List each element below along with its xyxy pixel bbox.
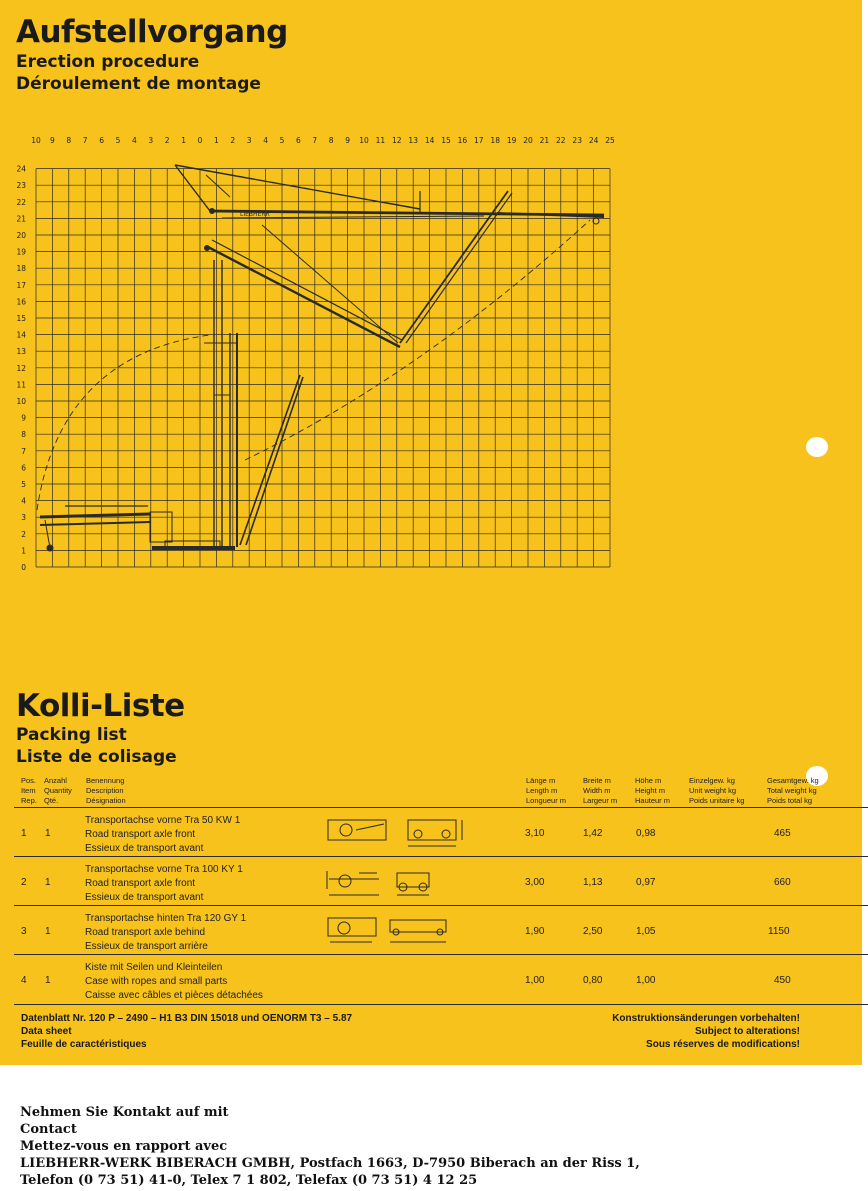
y-tick-label: 13	[16, 347, 26, 357]
y-tick-label: 4	[21, 496, 26, 506]
cell-height: 0,97	[636, 877, 656, 888]
x-tick-label: 18	[490, 136, 500, 145]
x-tick-label: 1	[181, 136, 186, 145]
cell-total-weight: 660	[774, 877, 791, 888]
x-tick-label: 13	[408, 136, 418, 145]
x-tick-label: 19	[506, 136, 517, 145]
x-tick-label: 2	[164, 136, 170, 145]
x-tick-label: 0	[197, 136, 203, 145]
datasheet-note: Datenblatt Nr. 120 P – 2490 – H1 B3 DIN 15018 und OENORM T3 – 5.87 Data sheet Feuille de caractéristiques	[21, 1013, 353, 1050]
x-tick-label: 23	[572, 136, 582, 145]
x-tick-label: 10	[31, 136, 41, 145]
cell-height: 0,98	[636, 828, 656, 839]
header-unit-weight: Einzelgew. kg Unit weight kg Poids unitaire kg	[689, 776, 745, 805]
x-tick-label: 16	[457, 136, 468, 145]
jib-label: LIEBHERR	[240, 211, 270, 218]
table-row	[14, 954, 868, 1005]
title-erection-de: Aufstellvorgang	[16, 14, 288, 50]
y-tick-label: 10	[16, 397, 26, 406]
cell-total-weight: 465	[774, 828, 791, 839]
y-tick-label: 9	[21, 413, 26, 423]
x-tick-label: 1	[214, 136, 219, 145]
axle-front-drawing	[326, 816, 476, 852]
x-tick-label: 8	[328, 136, 334, 145]
y-tick-label: 16	[16, 297, 26, 307]
cell-qty: 1	[45, 877, 51, 888]
y-tick-label: 11	[16, 380, 26, 390]
cell-width: 0,80	[583, 975, 603, 986]
x-tick-label: 4	[132, 136, 137, 145]
cell-length: 1,90	[525, 926, 545, 937]
y-tick-label: 14	[16, 330, 26, 340]
y-tick-label: 8	[21, 430, 26, 440]
y-tick-label: 0	[21, 563, 26, 572]
x-tick-label: 5	[115, 136, 121, 145]
header-length: Länge m Length m Longueur m	[526, 776, 567, 805]
cell-width: 1,42	[583, 828, 603, 839]
cell-height: 1,05	[636, 926, 656, 937]
cell-width: 2,50	[583, 926, 603, 937]
cell-qty: 1	[45, 828, 51, 839]
x-tick-label: 17	[474, 136, 484, 145]
cell-qty: 1	[45, 926, 51, 937]
x-tick-label: 24	[588, 136, 599, 145]
y-tick-label: 23	[16, 181, 26, 191]
y-tick-label: 3	[21, 513, 26, 523]
crane-drawing	[37, 165, 604, 551]
header-qty: Anzahl Quantity Qté.	[44, 776, 72, 805]
y-tick-label: 2	[21, 529, 26, 539]
table-row	[14, 807, 868, 857]
x-tick-label: 9	[50, 136, 55, 145]
cell-qty: 1	[45, 975, 51, 986]
cell-pos: 4	[21, 975, 27, 986]
y-tick-label: 5	[21, 480, 26, 489]
axle-front-large-drawing	[319, 863, 439, 901]
y-tick-label: 1	[21, 546, 26, 556]
x-tick-label: 4	[263, 136, 268, 145]
x-tick-label: 9	[345, 136, 350, 145]
y-tick-label: 24	[16, 164, 26, 174]
axle-rear-drawing	[326, 914, 456, 950]
cell-description: Kiste mit Seilen und Kleinteilen Case with ropes and small parts Caisse avec câbles et pièces détachées	[85, 962, 263, 1001]
contact-line: Nehmen Sie Kontakt auf mit	[20, 1105, 229, 1120]
x-tick-label: 14	[424, 136, 435, 145]
contact-line: LIEBHERR-WERK BIBERACH GMBH, Postfach 1663, D-7950 Biberach an der Riss 1,	[20, 1156, 640, 1171]
header-height: Höhe m Height m Hauteur m	[635, 776, 671, 805]
header-total-weight: Gesamtgew. kg Total weight kg Poids total kg	[767, 776, 819, 805]
cell-length: 1,00	[525, 975, 545, 986]
x-tick-label: 7	[312, 136, 318, 145]
cell-description: Transportachse vorne Tra 100 KY 1 Road transport axle front Essieux de transport avant	[85, 864, 243, 903]
y-tick-label: 21	[16, 214, 26, 224]
header-width: Breite m Width m Largeur m	[583, 776, 618, 805]
cell-description: Transportachse hinten Tra 120 GY 1 Road transport axle behind Essieux de transport arrière	[85, 913, 247, 952]
cell-pos: 1	[21, 828, 27, 839]
x-tick-label: 2	[230, 136, 236, 145]
cell-length: 3,00	[525, 877, 545, 888]
x-tick-label: 20	[523, 136, 533, 145]
header-pos: Pos. Item Rep.	[21, 776, 37, 805]
x-tick-label: 12	[392, 136, 402, 145]
x-tick-label: 5	[279, 136, 285, 145]
contact-line: Contact	[20, 1122, 77, 1137]
erection-grid	[0, 125, 640, 575]
cell-length: 3,10	[525, 828, 545, 839]
y-tick-label: 19	[16, 247, 26, 257]
x-tick-label: 6	[296, 136, 301, 145]
y-tick-label: 12	[16, 363, 26, 373]
x-tick-label: 10	[359, 136, 369, 145]
x-tick-label: 7	[82, 136, 88, 145]
cell-pos: 3	[21, 926, 27, 937]
cell-total-weight: 450	[774, 975, 791, 986]
table-row	[14, 856, 868, 906]
x-tick-label: 21	[539, 136, 550, 145]
x-tick-label: 3	[148, 136, 154, 145]
erection-diagram	[0, 125, 640, 579]
x-tick-label: 22	[556, 136, 566, 145]
title-erection-fr: Déroulement de montage	[16, 74, 261, 94]
cell-height: 1,00	[636, 975, 656, 986]
x-tick-label: 6	[99, 136, 104, 145]
x-tick-label: 11	[375, 136, 386, 145]
table-row	[14, 905, 868, 955]
x-tick-label: 3	[246, 136, 252, 145]
x-tick-label: 15	[441, 136, 451, 145]
cell-pos: 2	[21, 877, 27, 888]
title-packing-fr: Liste de colisage	[16, 747, 177, 767]
contact-line: Mettez-vous en rapport avec	[20, 1139, 228, 1154]
cell-total-weight: 1150	[768, 926, 790, 937]
cell-description: Transportachse vorne Tra 50 KW 1 Road transport axle front Essieux de transport avant	[85, 815, 241, 854]
title-packing-en: Packing list	[16, 725, 127, 745]
title-packing-de: Kolli-Liste	[16, 688, 185, 724]
y-tick-label: 6	[21, 463, 26, 473]
x-tick-label: 8	[66, 136, 72, 145]
y-tick-label: 7	[21, 446, 26, 456]
x-tick-label: 25	[605, 136, 615, 145]
y-tick-label: 18	[16, 264, 26, 274]
title-erection-en: Erection procedure	[16, 52, 200, 72]
cell-width: 1,13	[583, 877, 603, 888]
y-tick-label: 15	[16, 314, 26, 323]
alterations-note: Konstruktionsänderungen vorbehalten! Subject to alterations! Sous réserves de modifications!	[612, 1013, 800, 1050]
contact-block	[20, 1104, 640, 1189]
contact-line: Telefon (0 73 51) 41-0, Telex 7 1 802, Telefax (0 73 51) 4 12 25	[20, 1173, 478, 1188]
punch-hole-top	[806, 437, 828, 457]
y-tick-label: 20	[16, 231, 26, 240]
header-description: Benennung Description Désignation	[86, 776, 126, 805]
y-tick-label: 17	[16, 280, 26, 290]
y-tick-label: 22	[16, 197, 26, 207]
